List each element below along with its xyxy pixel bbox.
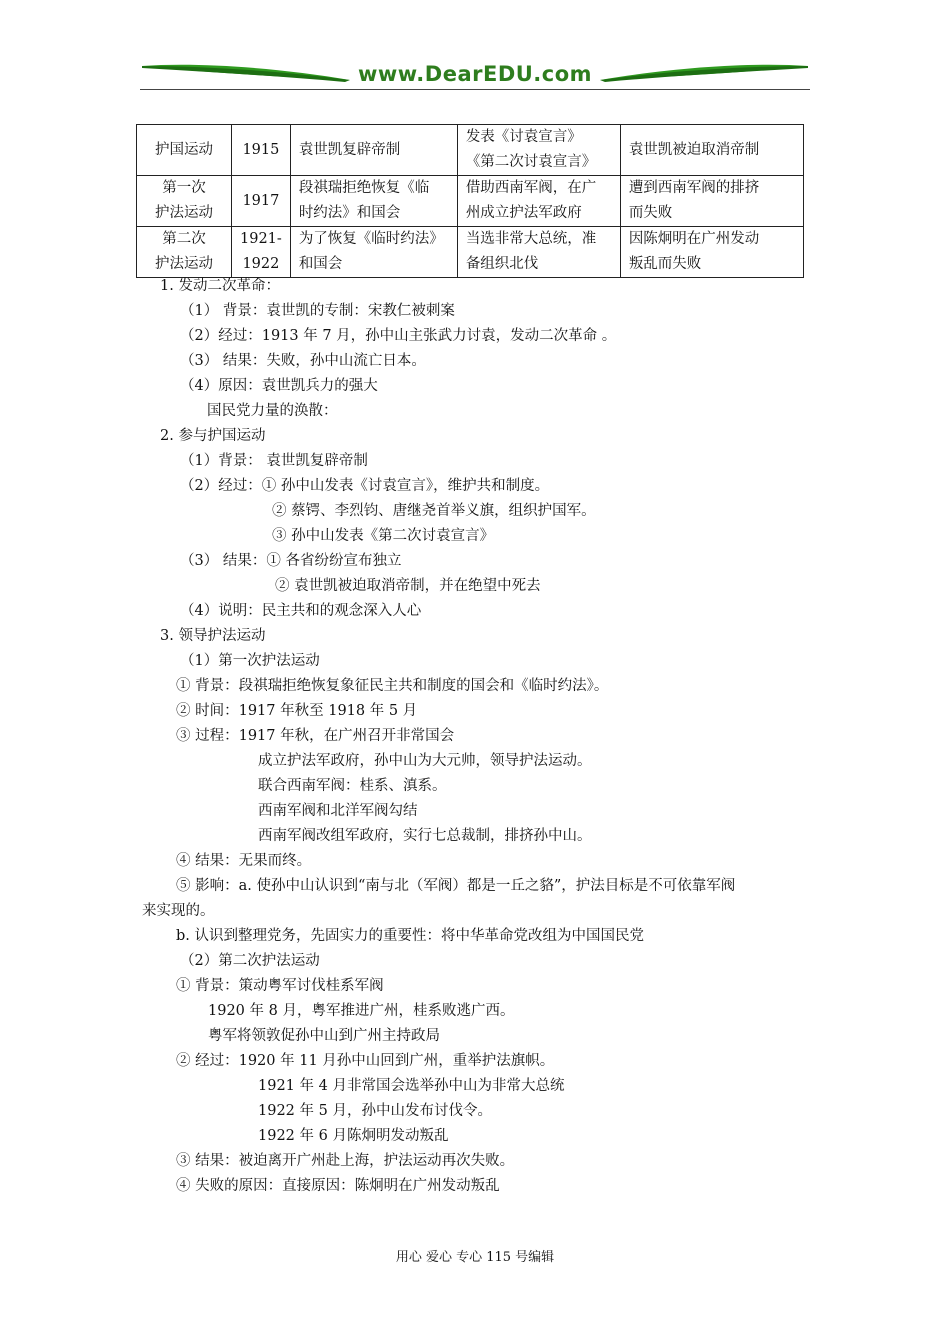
movement-action-cell <box>457 176 620 227</box>
cell-text-line: 时约法》和国会 <box>298 205 401 221</box>
movement-summary-table <box>136 124 804 278</box>
footer-text: 用心 爱心 专心 115 号编辑 <box>395 1250 555 1265</box>
text-line: ⑤ 影响：a. 使孙中山认识到“南与北（军阀）都是一丘之貉”，护法目标是不可依靠军阀 <box>176 878 736 894</box>
movement-result-cell <box>620 176 803 227</box>
text-line: ② 经过：1920 年 11 月孙中山回到广州，重举护法旗帜。 <box>176 1053 555 1069</box>
table-row <box>137 227 804 278</box>
text-line: ③ 结果：被迫离开广州赴上海，护法运动再次失败。 <box>176 1153 515 1169</box>
movement-cause-cell <box>290 176 457 227</box>
text-line: （1）背景： 袁世凯复辟帝制 <box>180 453 368 469</box>
text-line: ② 蔡锷、李烈钧、唐继尧首举义旗，组织护国军。 <box>272 503 596 519</box>
text-line: （1）第一次护法运动 <box>180 653 320 669</box>
text-line: （3） 结果：失败，孙中山流亡日本。 <box>180 353 426 369</box>
text-line: （2）第二次护法运动 <box>180 953 320 969</box>
text-line: 成立护法军政府，孙中山为大元帅，领导护法运动。 <box>258 753 592 769</box>
cell-text-line: 1921- <box>240 231 282 247</box>
cell-text-line: 因陈炯明在广州发动 <box>628 231 760 247</box>
cell-text-line: 段祺瑞拒绝恢复《临 <box>298 180 430 196</box>
cell-text-line: 袁世凯被迫取消帝制 <box>628 141 760 158</box>
cell-text-line: 和国会 <box>298 256 343 272</box>
text-line: ① 背景：段祺瑞拒绝恢复象征民主共和制度的国会和《临时约法》。 <box>176 678 609 694</box>
text-line: ④ 结果：无果而终。 <box>176 853 312 869</box>
text-line: ② 袁世凯被迫取消帝制，并在绝望中死去 <box>275 578 541 594</box>
cell-text-line: 州成立护法军政府 <box>465 205 582 221</box>
cell-text-line: 为了恢复《临时约法》 <box>298 231 444 247</box>
movement-result-cell <box>620 125 803 176</box>
text-line: 3. 领导护法运动 <box>160 628 266 644</box>
text-line: 1920 年 8 月，粤军推进广州，桂系败逃广西。 <box>208 1003 515 1019</box>
cell-text-line: 《第二次讨袁宣言》 <box>465 154 597 170</box>
text-line: （4）原因：袁世凯兵力的强大 <box>180 378 378 394</box>
text-line: 来实现的。 <box>142 903 215 919</box>
text-line: 国民党力量的涣散： <box>207 403 338 419</box>
text-line: 西南军阀和北洋军阀勾结 <box>258 803 418 819</box>
text-line: （3） 结果：① 各省纷纷宣布独立 <box>180 553 402 569</box>
movement-name-cell <box>137 125 232 176</box>
text-line: ④ 失败的原因：直接原因：陈炯明在广州发动叛乱 <box>176 1178 500 1194</box>
text-line: （2）经过：① 孙中山发表《讨袁宣言》，维护共和制度。 <box>180 478 550 494</box>
text-line: 粤军将领敦促孙中山到广州主持政局 <box>208 1028 440 1044</box>
cell-text-line: 备组织北伐 <box>465 256 539 272</box>
text-line: 1921 年 4 月非常国会选举孙中山为非常大总统 <box>258 1078 565 1094</box>
text-line: （1） 背景：袁世凯的专制：宋教仁被刺案 <box>180 303 455 319</box>
text-line: ① 背景：策动粤军讨伐桂系军阀 <box>176 978 384 994</box>
movement-result-cell <box>620 227 803 278</box>
cell-text-line: 遭到西南军阀的排挤 <box>628 180 760 196</box>
movement-name-cell <box>137 227 232 278</box>
text-line: 1922 年 5 月，孙中山发布讨伐令。 <box>258 1103 492 1119</box>
text-line: 联合西南军阀：桂系、滇系。 <box>258 778 447 794</box>
cell-text-line: 护法运动 <box>155 205 213 221</box>
site-header <box>140 60 810 92</box>
cell-text-line: 第二次 <box>162 231 206 247</box>
movement-year-cell <box>232 125 291 176</box>
text-line: 2. 参与护国运动 <box>160 428 266 444</box>
cell-text-line: 叛乱而失败 <box>628 256 702 272</box>
text-line: ② 时间：1917 年秋至 1918 年 5 月 <box>176 703 418 719</box>
cell-text-line: 护国运动 <box>155 141 213 158</box>
movement-cause-cell <box>290 125 457 176</box>
cell-text-line: 护法运动 <box>155 256 213 272</box>
text-line: ③ 孙中山发表《第二次讨袁宣言》 <box>272 528 495 544</box>
cell-text-line: 当选非常大总统，准 <box>465 231 597 247</box>
cell-text-line: 借助西南军阀，在广 <box>465 180 597 196</box>
text-line: 1. 发动二次革命： <box>160 278 280 294</box>
cell-text-line: 而失败 <box>628 205 673 221</box>
text-line: b. 认识到整理党务，先固实力的重要性：将中华革命党改组为中国国民党 <box>176 928 644 944</box>
cell-text-line: 1915 <box>242 141 280 158</box>
text-line: 1922 年 6 月陈炯明发动叛乱 <box>258 1128 449 1144</box>
cell-text-line: 1922 <box>242 256 280 272</box>
header-rule <box>140 89 810 90</box>
table-row <box>137 176 804 227</box>
movement-action-cell <box>457 125 620 176</box>
movement-cause-cell <box>290 227 457 278</box>
cell-text-line: 袁世凯复辟帝制 <box>298 141 401 158</box>
cell-text-line: 发表《讨袁宣言》 <box>465 129 582 145</box>
movement-year-cell <box>232 227 291 278</box>
text-line: 西南军阀改组军政府，实行七总裁制，排挤孙中山。 <box>258 828 592 844</box>
text-line: （4）说明：民主共和的观念深入人心 <box>180 603 422 619</box>
movement-name-cell <box>137 176 232 227</box>
text-line: ③ 过程：1917 年秋，在广州召开非常国会 <box>176 728 455 744</box>
text-line: （2）经过：1913 年 7 月，孙中山主张武力讨袁，发动二次革命 。 <box>180 328 617 344</box>
cell-text-line: 1917 <box>242 192 280 209</box>
movement-year-cell <box>232 176 291 227</box>
site-url: www.DearEDU.com <box>357 62 593 86</box>
movement-action-cell <box>457 227 620 278</box>
table-row <box>137 125 804 176</box>
cell-text-line: 第一次 <box>162 180 206 196</box>
